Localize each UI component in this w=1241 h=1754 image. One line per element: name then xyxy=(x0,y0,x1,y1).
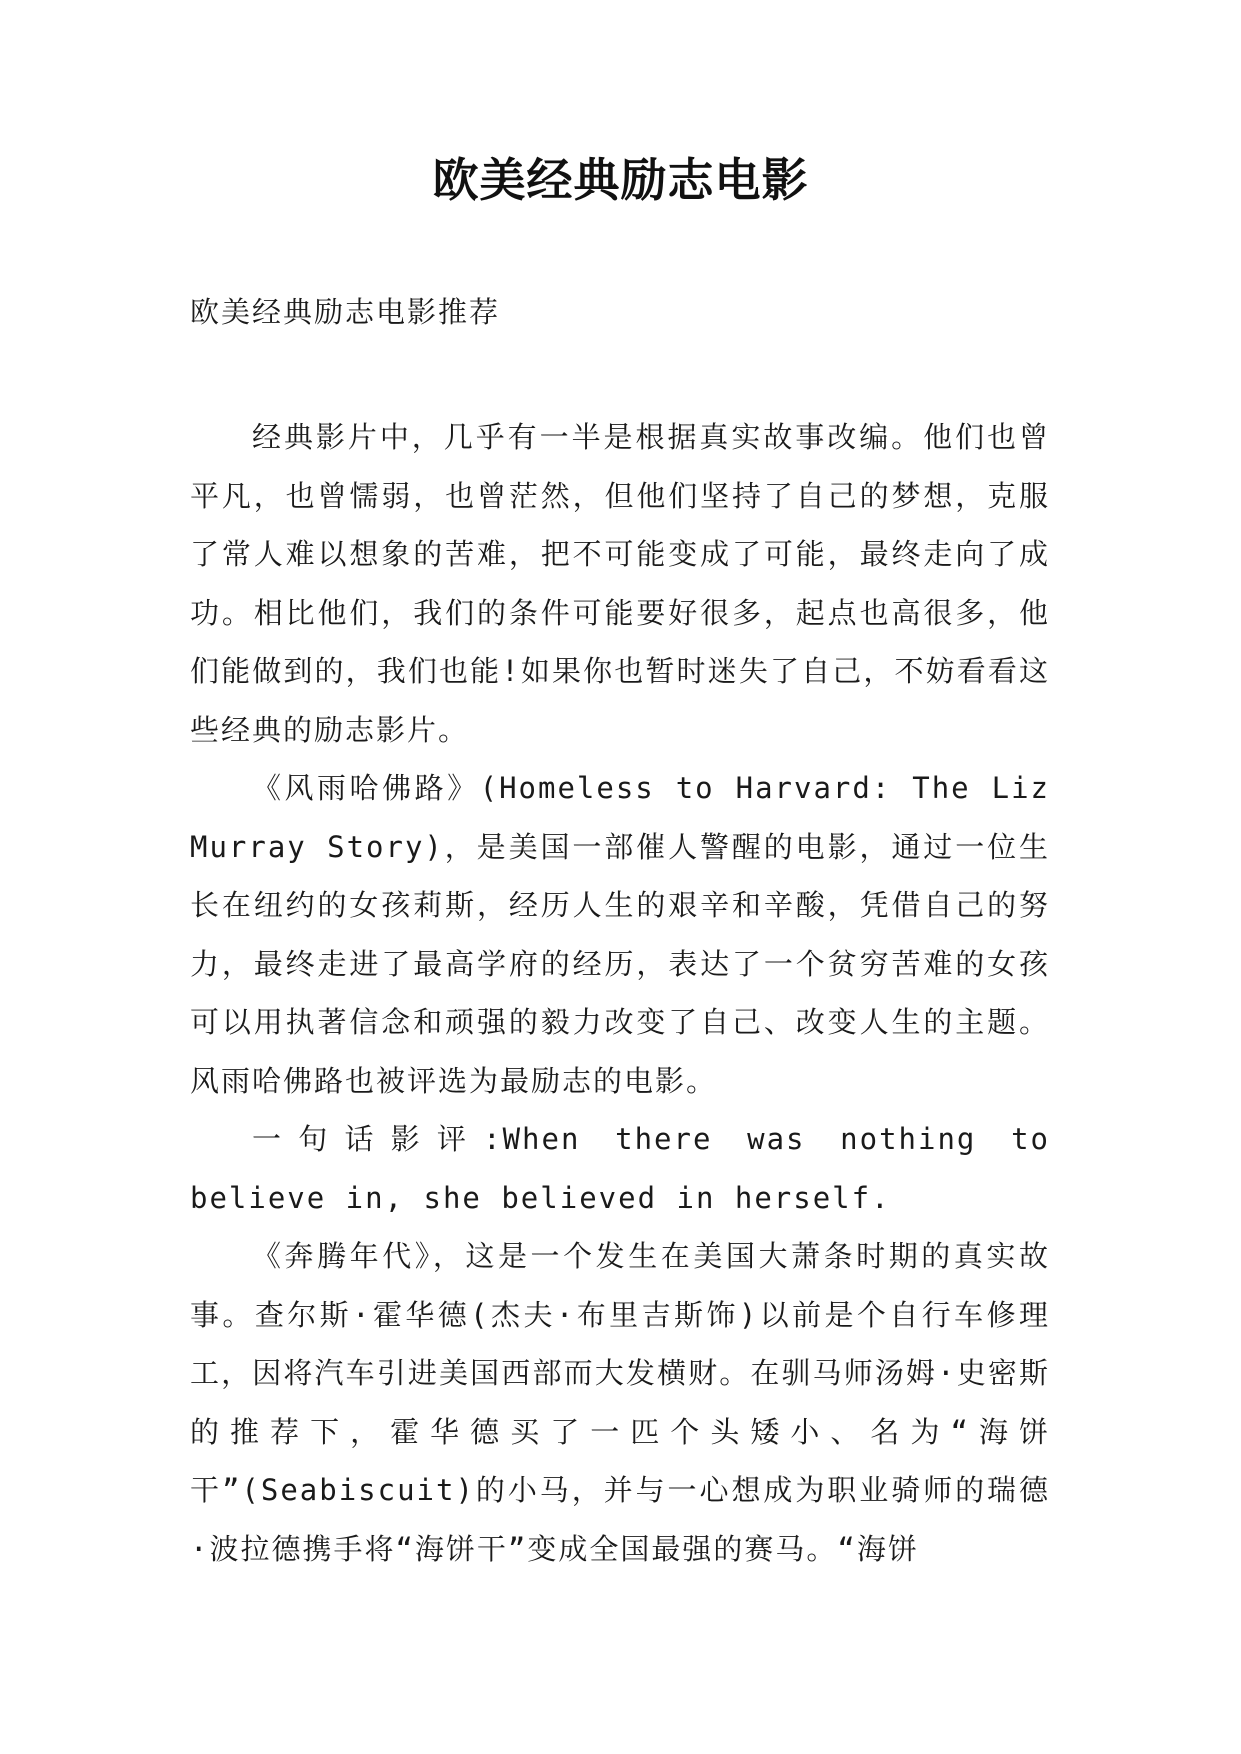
document-body xyxy=(190,408,1050,1578)
paragraph-intro: 经典影片中，几乎有一半是根据真实故事改编。他们也曾平凡，也曾懦弱，也曾茫然，但他们坚持了自己的梦想，克服了常人难以想象的苦难，把不可能变成了可能，最终走向了成功。相比他们，我们的条件可能要好很多，起点也高很多，他们能做到的，我们也能!如果你也暂时迷失了自己，不妨看看这些经典的励志影片。 xyxy=(190,420,1050,747)
document-title: 欧美经典励志电影 xyxy=(432,153,809,207)
document-subtitle: 欧美经典励志电影推荐 xyxy=(190,295,501,329)
paragraph-one-line-review: 一句话影评:When there was nothing to believe in, she believed in herself. xyxy=(190,1122,1050,1215)
paragraph-homeless-to-harvard: 《风雨哈佛路》(Homeless to Harvard: The Liz Murray Story)，是美国一部催人警醒的电影，通过一位生长在纽约的女孩莉斯，经历人生的艰辛和辛酸，凭借自己的努力，最终走进了最高学府的经历，表达了一个贫穷苦难的女孩可以用执著信念和顽强的毅力改变了自己、改变人生的主题。风雨哈佛路也被评选为最励志的电影。 xyxy=(190,771,1050,1098)
paragraph-seabiscuit: 《奔腾年代》，这是一个发生在美国大萧条时期的真实故事。查尔斯·霍华德(杰夫·布里吉斯饰)以前是个自行车修理工，因将汽车引进美国西部而大发横财。在驯马师汤姆·史密斯的推荐下，霍华德买了一匹个头矮小、名为“海饼干”(Seabiscuit)的小马，并与一心想成为职业骑师的瑞德·波拉德携手将“海饼干”变成全国最强的赛马。“海饼 xyxy=(190,1239,1050,1566)
